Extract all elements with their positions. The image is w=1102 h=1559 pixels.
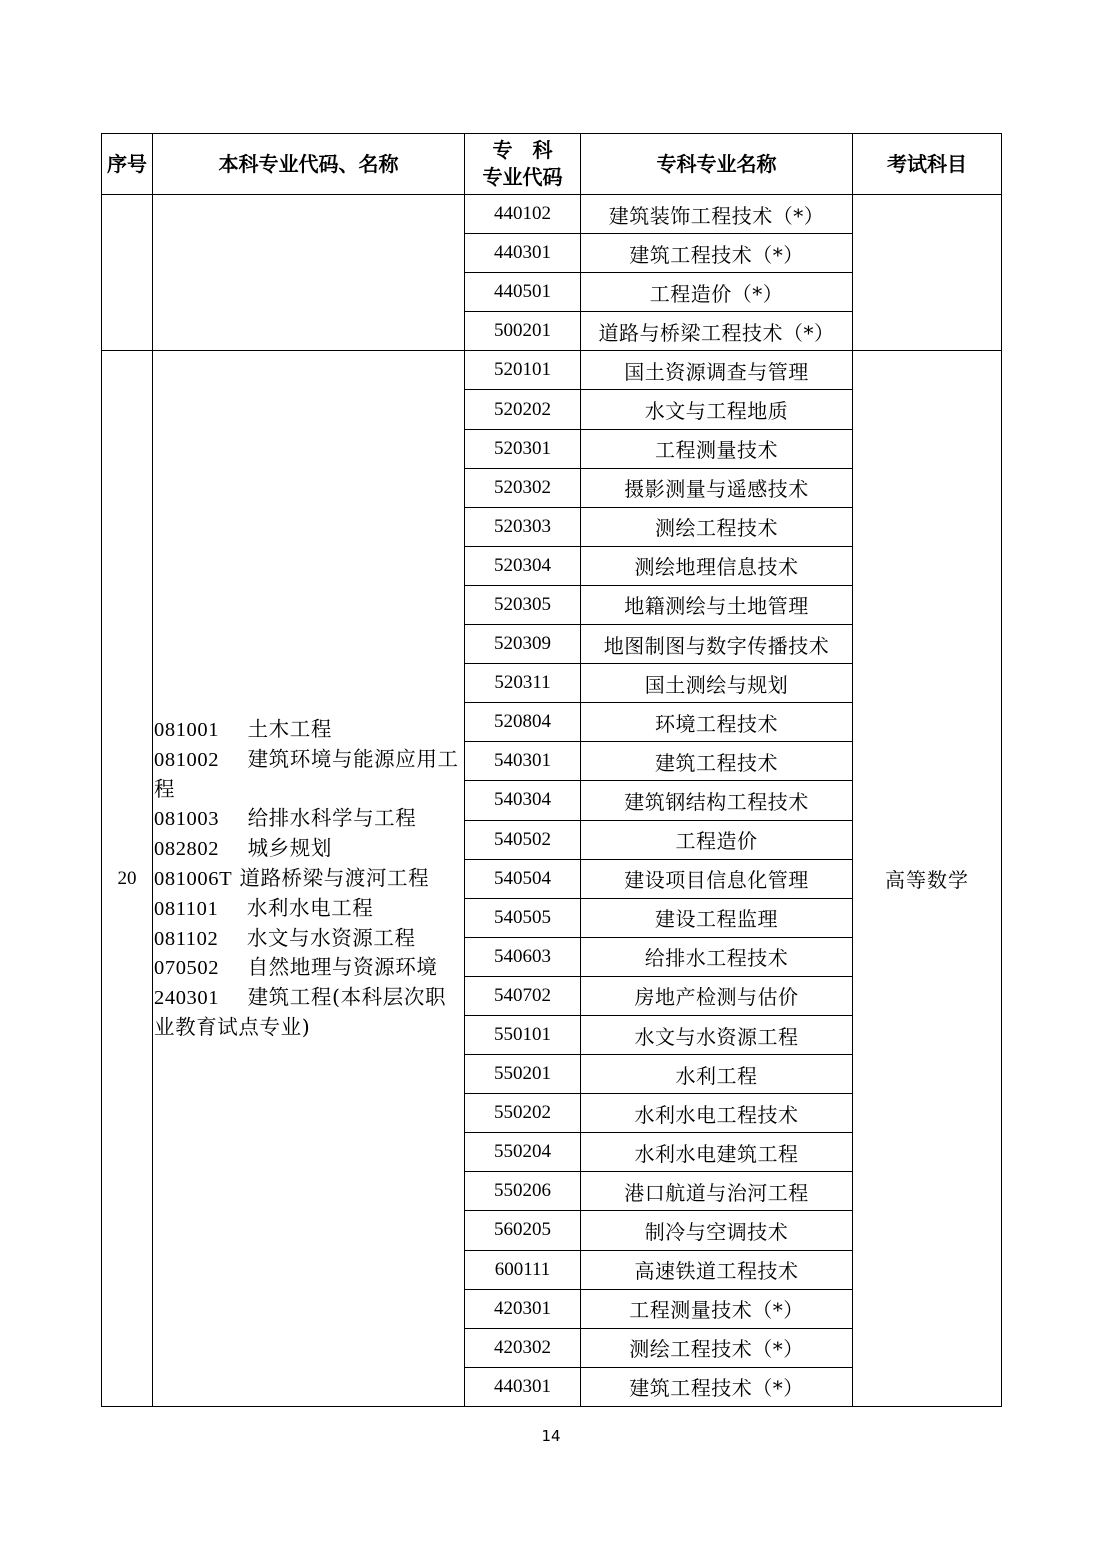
diploma-code: 540603 xyxy=(465,937,581,976)
undergrad-major-name: 城乡规划 xyxy=(247,835,332,860)
diploma-code: 550204 xyxy=(465,1133,581,1172)
undergrad-major-item xyxy=(154,983,464,1042)
undergrad-major-name: 给排水科学与工程 xyxy=(247,805,417,830)
undergrad-major-name: 建筑工程(本科层次职业教育试点专业) xyxy=(154,985,447,1040)
undergrad-major-item xyxy=(154,715,464,745)
diploma-name: 水文与工程地质 xyxy=(581,390,853,429)
diploma-code: 600111 xyxy=(465,1250,581,1289)
diploma-code: 440301 xyxy=(465,1367,581,1406)
diploma-name: 水文与水资源工程 xyxy=(581,1015,853,1054)
diploma-name: 国土测绘与规划 xyxy=(581,664,853,703)
undergrad-major-name: 水文与水资源工程 xyxy=(246,925,416,950)
diploma-name: 环境工程技术 xyxy=(581,703,853,742)
diploma-name: 建设工程监理 xyxy=(581,898,853,937)
undergrad-major-name: 自然地理与资源环境 xyxy=(247,955,438,980)
diploma-code: 520309 xyxy=(465,625,581,664)
header-name: 专科专业名称 xyxy=(581,134,853,195)
undergrad-major-name: 土木工程 xyxy=(247,717,332,742)
diploma-name: 水利工程 xyxy=(581,1055,853,1094)
undergrad-major-item xyxy=(154,745,464,804)
diploma-code: 520305 xyxy=(465,585,581,624)
diploma-code: 550201 xyxy=(465,1055,581,1094)
undergrad-major-item xyxy=(154,804,464,834)
undergrad-major-code: 081102 xyxy=(154,927,219,950)
undergrad-major-code: 081002 xyxy=(154,749,220,772)
spacer xyxy=(219,806,247,830)
diploma-code: 540504 xyxy=(465,859,581,898)
seq-cell: 20 xyxy=(102,351,153,1407)
undergrad-major-code: 081006T xyxy=(154,867,233,890)
spacer xyxy=(219,836,247,860)
diploma-name: 建筑工程技术（*） xyxy=(581,234,853,273)
majors-table xyxy=(101,133,1002,1407)
diploma-code: 440501 xyxy=(465,273,581,312)
diploma-code: 560205 xyxy=(465,1211,581,1250)
diploma-code: 520101 xyxy=(465,351,581,390)
header-undergrad: 本科专业代码、名称 xyxy=(153,134,465,195)
diploma-name: 工程造价（*） xyxy=(581,273,853,312)
diploma-code: 520303 xyxy=(465,507,581,546)
diploma-name: 港口航道与治河工程 xyxy=(581,1172,853,1211)
diploma-name: 水利水电工程技术 xyxy=(581,1094,853,1133)
diploma-code: 540505 xyxy=(465,898,581,937)
page-number: 14 xyxy=(541,1427,561,1445)
diploma-name: 高速铁道工程技术 xyxy=(581,1250,853,1289)
diploma-code: 420301 xyxy=(465,1289,581,1328)
diploma-code: 440301 xyxy=(465,234,581,273)
diploma-name: 制冷与空调技术 xyxy=(581,1211,853,1250)
diploma-name: 建筑钢结构工程技术 xyxy=(581,781,853,820)
diploma-code: 520202 xyxy=(465,390,581,429)
undergrad-major-code: 081001 xyxy=(154,719,220,742)
undergrad-major-code: 081101 xyxy=(154,897,219,920)
diploma-name: 建筑工程技术（*） xyxy=(581,1367,853,1406)
spacer xyxy=(219,955,247,979)
header-code xyxy=(465,134,581,195)
diploma-code: 520311 xyxy=(465,664,581,703)
undergrad-major-item xyxy=(154,834,464,864)
diploma-name: 地图制图与数字传播技术 xyxy=(581,625,853,664)
diploma-name: 测绘工程技术（*） xyxy=(581,1328,853,1367)
diploma-name: 水利水电建筑工程 xyxy=(581,1133,853,1172)
header-code-line1: 专 科 xyxy=(492,138,553,162)
diploma-code: 520302 xyxy=(465,468,581,507)
spacer xyxy=(218,896,246,920)
seq-cell-prev xyxy=(102,195,153,351)
undergrad-major-code: 081003 xyxy=(154,807,220,830)
table-row xyxy=(102,351,1002,390)
diploma-code: 540301 xyxy=(465,742,581,781)
diploma-name: 摄影测量与遥感技术 xyxy=(581,468,853,507)
undergrad-major-name: 道路桥梁与渡河工程 xyxy=(239,865,430,890)
diploma-code: 540304 xyxy=(465,781,581,820)
header-seq: 序号 xyxy=(102,134,153,195)
diploma-code: 440102 xyxy=(465,195,581,234)
undergrad-major-item xyxy=(154,924,464,954)
diploma-name: 工程测量技术（*） xyxy=(581,1289,853,1328)
undergrad-cell xyxy=(153,351,465,1407)
diploma-code: 520804 xyxy=(465,703,581,742)
diploma-code: 550206 xyxy=(465,1172,581,1211)
diploma-name: 给排水工程技术 xyxy=(581,937,853,976)
diploma-name: 测绘地理信息技术 xyxy=(581,546,853,585)
diploma-code: 540502 xyxy=(465,820,581,859)
diploma-name: 地籍测绘与土地管理 xyxy=(581,585,853,624)
header-subject: 考试科目 xyxy=(853,134,1002,195)
diploma-name: 工程测量技术 xyxy=(581,429,853,468)
diploma-name: 房地产检测与估价 xyxy=(581,976,853,1015)
diploma-name: 国土资源调查与管理 xyxy=(581,351,853,390)
header-code-line2: 专业代码 xyxy=(482,165,563,189)
undergrad-major-code: 240301 xyxy=(154,987,220,1010)
undergrad-major-list xyxy=(153,715,464,1042)
undergrad-major-item xyxy=(154,864,464,894)
diploma-name: 建筑工程技术 xyxy=(581,742,853,781)
undergrad-major-code: 070502 xyxy=(154,957,220,980)
diploma-name: 工程造价 xyxy=(581,820,853,859)
diploma-name: 建筑装饰工程技术（*） xyxy=(581,195,853,234)
exam-subject-cell: 高等数学 xyxy=(853,351,1002,1407)
spacer xyxy=(219,985,247,1009)
undergrad-major-name: 水利水电工程 xyxy=(246,895,374,920)
spacer xyxy=(219,747,247,771)
undergrad-major-item xyxy=(154,894,464,924)
undergrad-major-item xyxy=(154,953,464,983)
diploma-code: 550101 xyxy=(465,1015,581,1054)
undergrad-major-name: 建筑环境与能源应用工程 xyxy=(154,747,459,801)
diploma-code: 520304 xyxy=(465,546,581,585)
diploma-name: 建设项目信息化管理 xyxy=(581,859,853,898)
undergrad-major-code: 082802 xyxy=(154,837,220,860)
spacer xyxy=(218,926,246,950)
table-row xyxy=(102,195,1002,234)
diploma-name: 测绘工程技术 xyxy=(581,507,853,546)
spacer xyxy=(219,717,247,741)
diploma-code: 550202 xyxy=(465,1094,581,1133)
diploma-code: 500201 xyxy=(465,312,581,351)
diploma-name: 道路与桥梁工程技术（*） xyxy=(581,312,853,351)
undergrad-cell-prev xyxy=(153,195,465,351)
header-row xyxy=(102,134,1002,195)
diploma-code: 420302 xyxy=(465,1328,581,1367)
diploma-code: 520301 xyxy=(465,429,581,468)
diploma-code: 540702 xyxy=(465,976,581,1015)
subject-cell-prev xyxy=(853,195,1002,351)
